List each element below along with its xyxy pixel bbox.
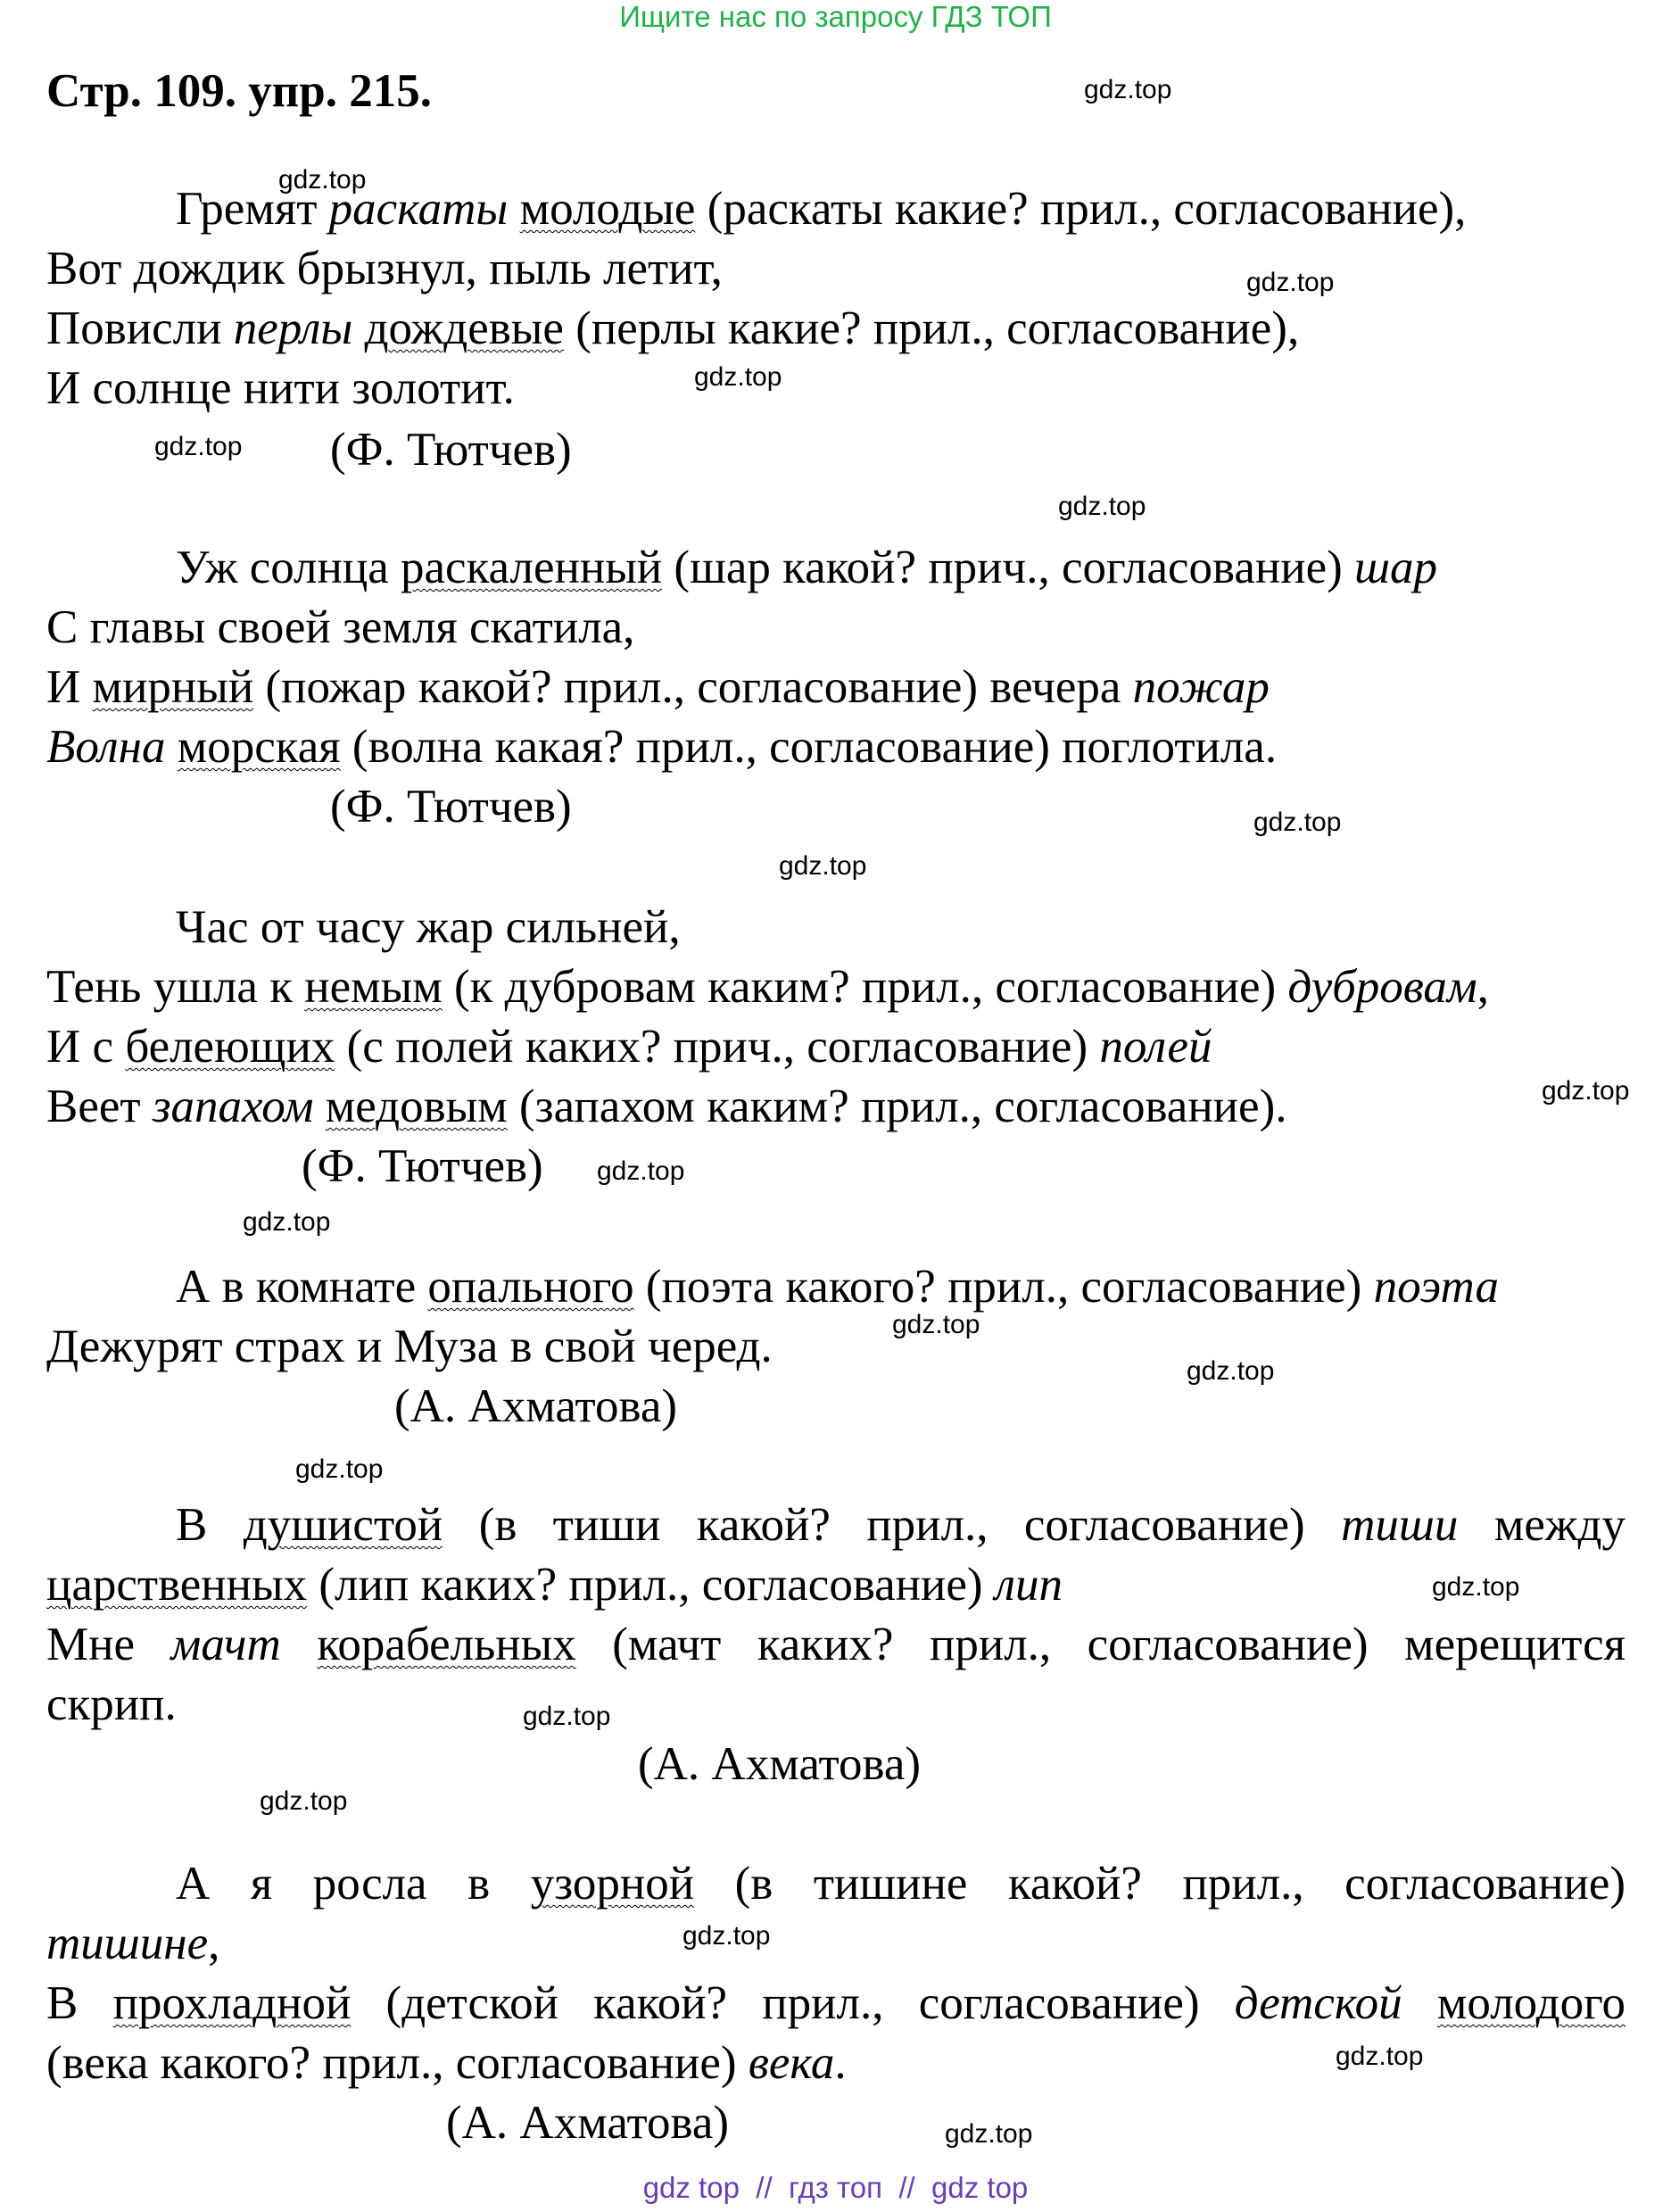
watermark: gdz.top — [682, 1921, 771, 1951]
subject-word: дубровам — [1287, 961, 1477, 1013]
watermark: gdz.top — [1542, 1076, 1630, 1106]
stanza-5-line-4: скрип. — [46, 1678, 177, 1730]
watermark: gdz.top — [1187, 1356, 1275, 1386]
stanza-2-line-1: Уж солнца раскаленный (шар какой? прич., согласование) шар — [176, 542, 1438, 593]
watermark: gdz.top — [154, 432, 243, 461]
subject-word: запахом — [152, 1081, 314, 1132]
site-footer-links[interactable]: gdz top // гдз топ // gdz top — [642, 2171, 1029, 2204]
stanza-6-line-1: А я росла в узорной (в тишине какой? прил., согласование) — [176, 1858, 1626, 1910]
stanza-4-author: (А. Ахматова) — [394, 1380, 677, 1432]
watermark: gdz.top — [243, 1207, 331, 1237]
stanza-2-line-2: С главы своей земля скатила, — [46, 601, 635, 653]
modifier-word: молодые — [519, 183, 696, 235]
site-banner[interactable]: Ищите нас по запросу ГДЗ ТОП — [619, 0, 1052, 33]
stanza-1-line-2: Вот дождик брызнул, пыль летит, — [46, 243, 723, 294]
watermark: gdz.top — [1058, 492, 1146, 521]
stanza-6-line-4: (века какого? прил., согласование) века. — [46, 2037, 847, 2089]
stanza-5-line-1: В душистой (в тиши какой? прил., согласование) тиши между — [176, 1499, 1626, 1551]
modifier-word: раскаленный — [401, 542, 663, 593]
modifier-word: мирный — [92, 661, 254, 713]
watermark: gdz.top — [1084, 75, 1172, 104]
stanza-5-line-2: царственных (лип каких? прил., согласование) лип — [46, 1559, 1063, 1611]
stanza-6-author: (А. Ахматова) — [446, 2097, 729, 2149]
modifier-word: опального — [427, 1261, 634, 1313]
modifier-word: душистой — [243, 1499, 443, 1551]
stanza-3-line-1: Час от часу жар сильней, — [176, 901, 681, 953]
subject-word: полей — [1099, 1021, 1212, 1073]
stanza-6-line-3: В прохладной (детской какой? прил., согласование) детской молодого — [46, 1977, 1626, 2029]
subject-word: пожар — [1132, 661, 1270, 713]
stanza-2-line-4: Волна морская (волна какая? прил., согласование) поглотила. — [46, 721, 1278, 773]
watermark: gdz.top — [945, 2119, 1033, 2149]
stanza-1-line-3: Повисли перлы дождевые (перлы какие? прил., согласование), — [46, 302, 1300, 354]
watermark: gdz.top — [295, 1454, 384, 1484]
stanza-3-line-2: Тень ушла к немым (к дубровам каким? прил., согласование) дубровам, — [46, 961, 1489, 1013]
subject-word: века — [748, 2037, 835, 2089]
watermark: gdz.top — [779, 851, 867, 881]
stanza-6-line-2: тишине, — [46, 1918, 220, 1969]
stanza-1-line-1: Гремят раскаты молодые (раскаты какие? прил., согласование), — [176, 183, 1467, 235]
modifier-word: молодого — [1436, 1977, 1626, 2029]
stanza-1-author: (Ф. Тютчев) — [330, 424, 572, 476]
stanza-2-line-3: И мирный (пожар какой? прил., согласование) вечера пожар — [46, 661, 1270, 713]
stanza-5-author: (А. Ахматова) — [638, 1738, 921, 1790]
modifier-word: морская — [177, 721, 341, 773]
modifier-word: белеющих — [125, 1021, 335, 1073]
watermark: gdz.top — [260, 1786, 348, 1816]
watermark: gdz.top — [523, 1702, 611, 1731]
subject-word: тишине — [46, 1918, 209, 1969]
stanza-3-line-3: И с белеющих (с полей каких? прич., согласование) полей — [46, 1021, 1212, 1073]
watermark: gdz.top — [1432, 1572, 1520, 1602]
subject-word: мачт — [170, 1619, 281, 1670]
subject-word: перлы — [233, 302, 353, 354]
subject-word: тиши — [1341, 1499, 1459, 1551]
stanza-2-author: (Ф. Тютчев) — [330, 781, 572, 833]
watermark: gdz.top — [1253, 808, 1342, 837]
stanza-3-author: (Ф. Тютчев) — [302, 1140, 543, 1192]
subject-word: Волна — [46, 721, 166, 773]
page-title: Стр. 109. упр. 215. — [46, 65, 432, 117]
subject-word: поэта — [1373, 1261, 1499, 1313]
stanza-4-line-1: А в комнате опального (поэта какого? прил., согласование) поэта — [176, 1261, 1499, 1313]
watermark: gdz.top — [892, 1310, 980, 1339]
stanza-5-line-3: Мне мачт корабельных (мачт каких? прил., согласование) мерещится — [46, 1619, 1626, 1670]
watermark: gdz.top — [278, 165, 367, 195]
subject-word: раскаты — [328, 183, 509, 235]
modifier-word: прохладной — [112, 1977, 352, 2029]
stanza-4-line-2: Дежурят страх и Муза в свой черед. — [46, 1321, 773, 1372]
watermark: gdz.top — [597, 1156, 685, 1186]
subject-word: лип — [994, 1559, 1063, 1611]
modifier-word: дождевые — [364, 302, 564, 354]
modifier-word: царственных — [46, 1559, 308, 1611]
modifier-word: медовым — [325, 1081, 508, 1132]
subject-word: детской — [1234, 1977, 1402, 2029]
subject-word: шар — [1354, 542, 1438, 593]
watermark: gdz.top — [1336, 2042, 1424, 2071]
stanza-3-line-4: Веет запахом медовым (запахом каким? прил., согласование). — [46, 1081, 1287, 1132]
watermark: gdz.top — [1246, 268, 1335, 297]
modifier-word: узорной — [530, 1858, 695, 1910]
modifier-word: немым — [304, 961, 443, 1013]
modifier-word: корабельных — [317, 1619, 576, 1670]
watermark: gdz.top — [694, 362, 782, 392]
stanza-1-line-4: И солнце нити золотит. — [46, 362, 515, 414]
